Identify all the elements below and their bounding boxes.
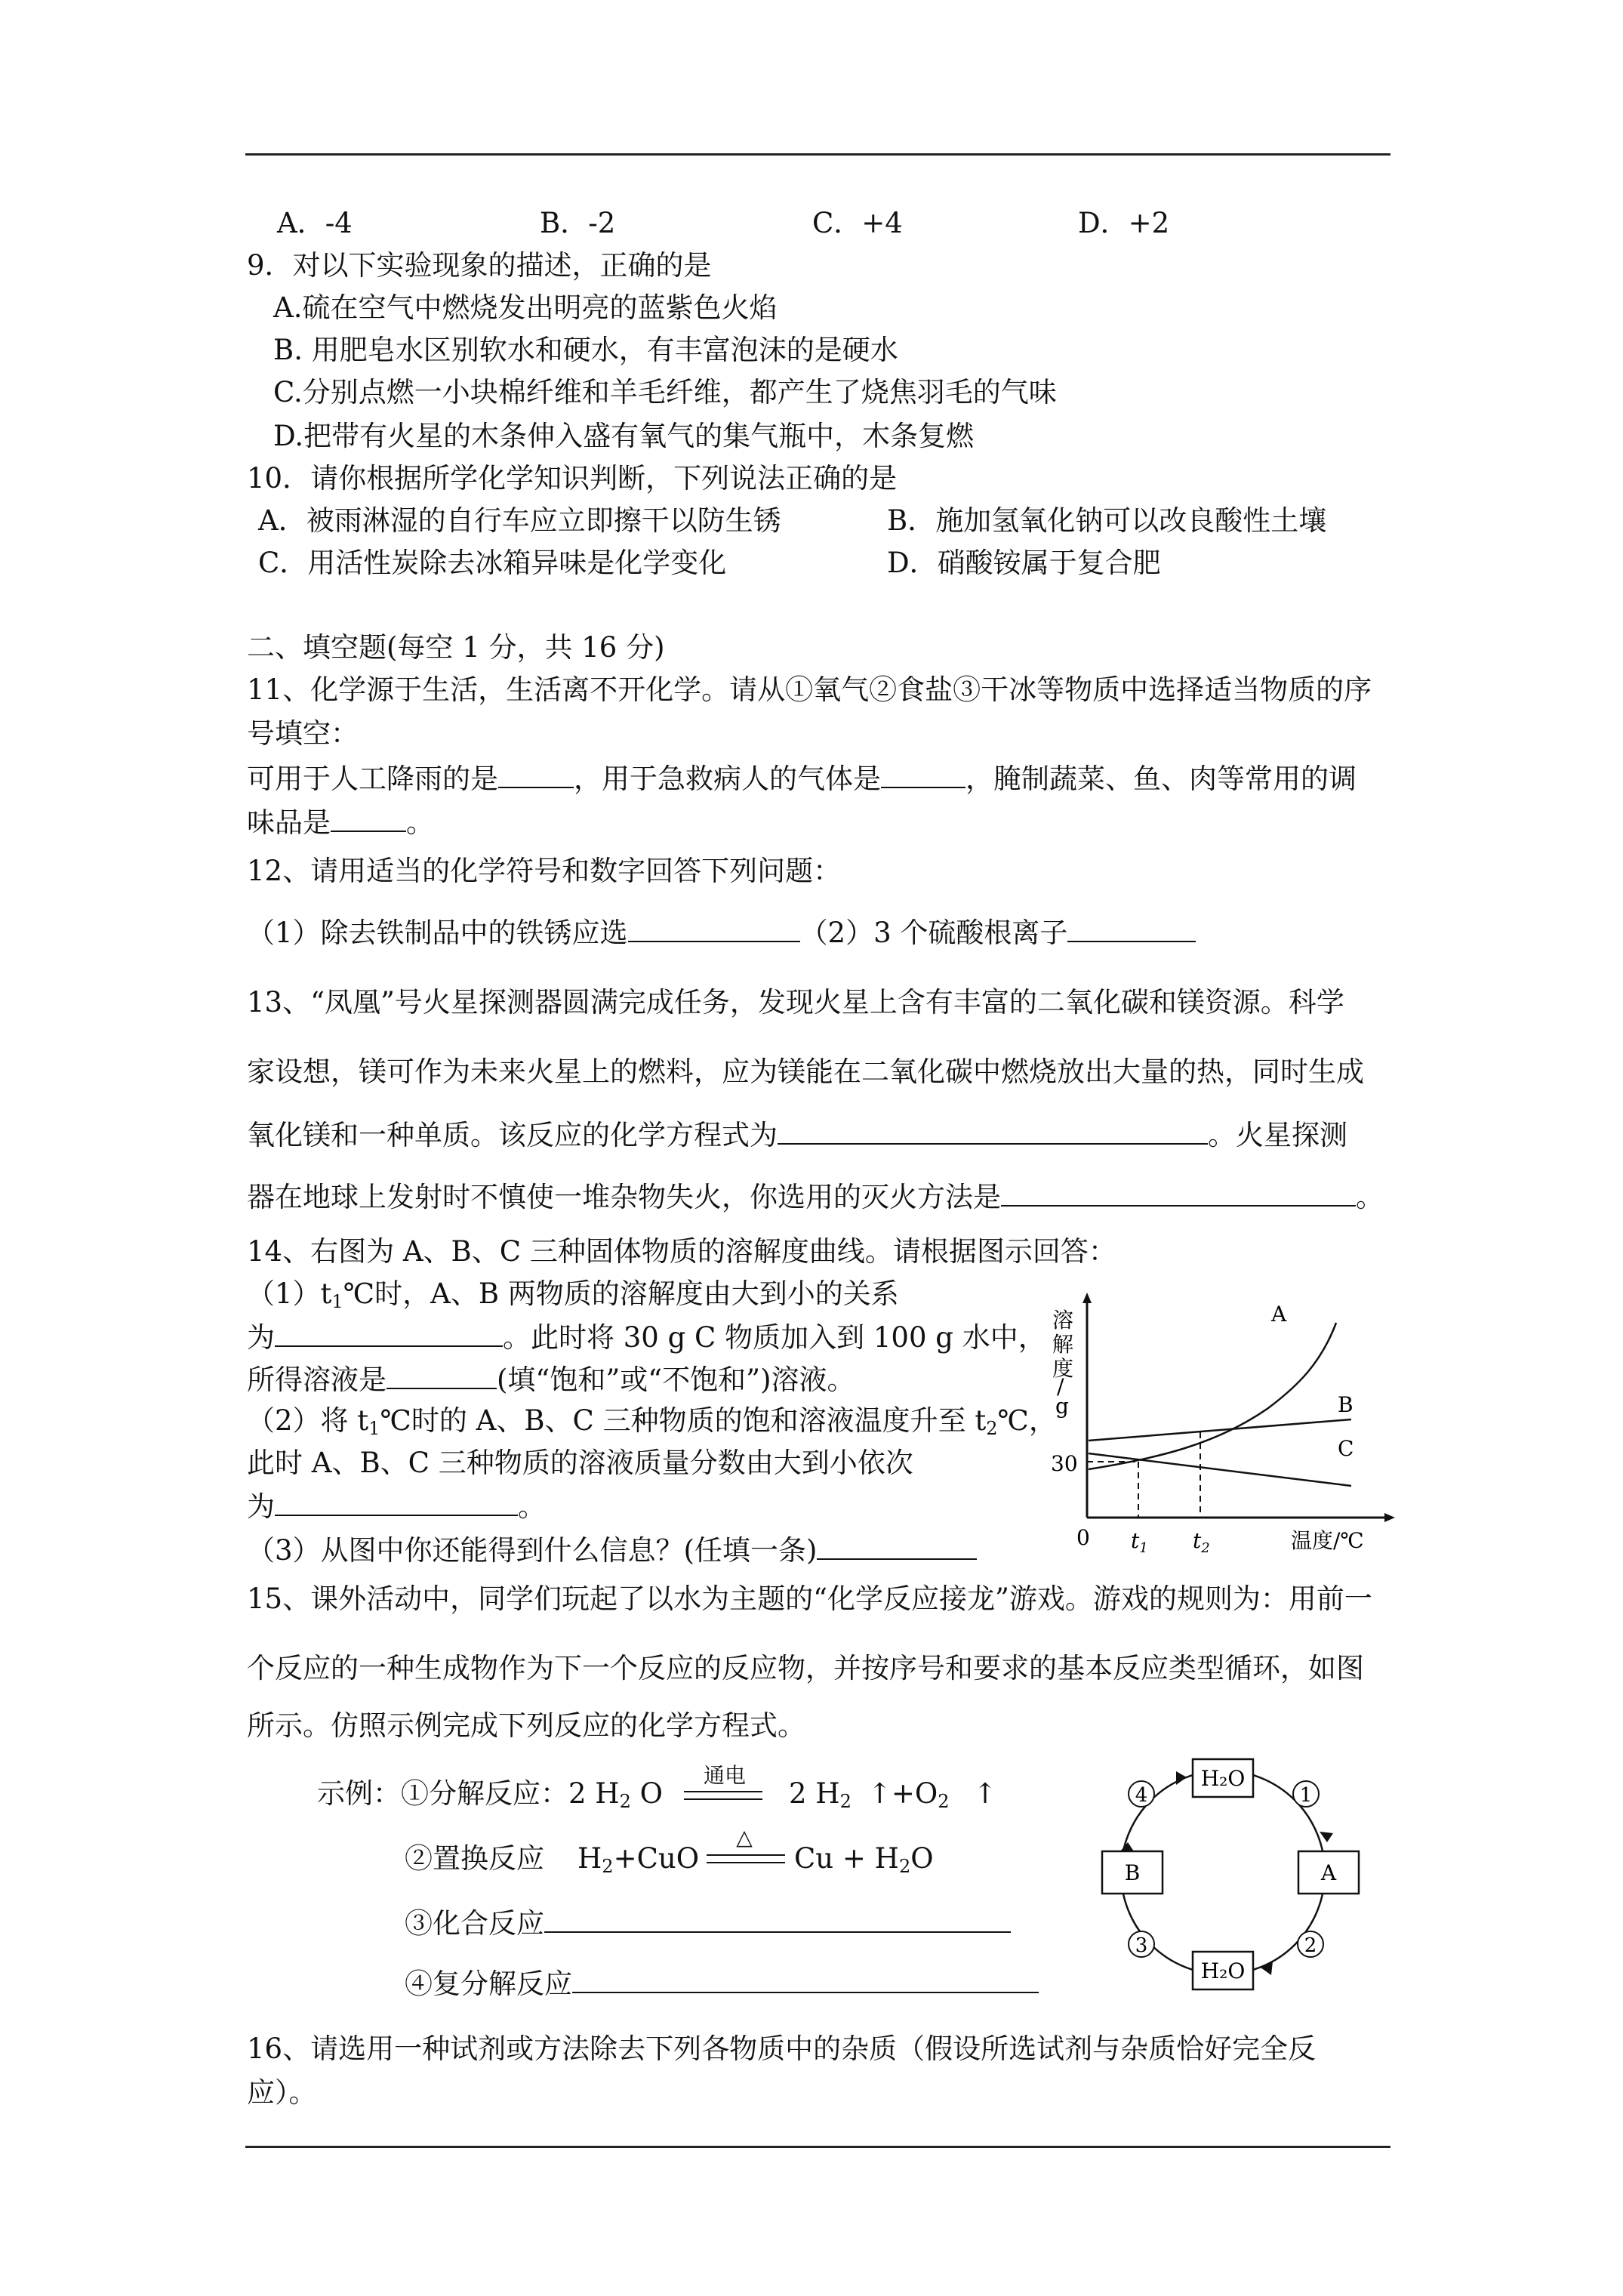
q11-text: 可用于人工降雨的是 <box>247 763 498 795</box>
solubility-graph <box>1042 1284 1419 1563</box>
q14-text: ℃时，A、B 两物质的溶解度由大到小的关系 <box>343 1277 899 1310</box>
y-axis-label-4: / <box>1057 1374 1064 1399</box>
q13-line4 <box>247 1179 1384 1214</box>
q11-line4 <box>247 805 434 840</box>
q15-line2: 个反应的一种生成物作为下一个反应的反应物，并按序号和要求的基本反应类型循环，如图 <box>247 1652 1364 1684</box>
t2-text: t <box>1193 1528 1202 1553</box>
curve-a <box>1089 1323 1336 1469</box>
t1-text: t <box>1131 1528 1140 1553</box>
q9-stem: 9．对以下实验现象的描述，正确的是 <box>247 249 712 282</box>
q10-stem: 10．请你根据所学化学知识判断，下列说法正确的是 <box>247 462 898 495</box>
q14-p1-line3 <box>247 1362 855 1397</box>
q15-r2-right <box>794 1842 934 1875</box>
q13-text: 。火星探测 <box>1208 1119 1347 1151</box>
q14-stem: 14、右图为 A、B、C 三种固体物质的溶解度曲线。请根据图示回答： <box>247 1235 1116 1268</box>
curve-b <box>1089 1419 1351 1441</box>
step-3-label: 3 <box>1135 1934 1148 1957</box>
subscript: 1 <box>368 1418 380 1439</box>
answer-blank[interactable] <box>1001 1179 1356 1207</box>
curve-c-label: C <box>1338 1436 1354 1461</box>
q8-option-b: B．-2 <box>540 207 616 239</box>
section-title: 二、填空题(每空 1 分，共 16 分) <box>247 631 665 664</box>
q11-text: 。 <box>406 806 434 839</box>
q15-r3 <box>405 1906 1011 1940</box>
q10-option-b: B．施加氢氧化钠可以改良酸性土壤 <box>887 504 1327 537</box>
subscript: 2 <box>938 1791 950 1812</box>
r2-text: O <box>910 1842 934 1875</box>
q15-line1: 15、课外活动中，同学们玩起了以水为主题的“化学反应接龙”游戏。游戏的规则为：用前一 <box>247 1583 1372 1615</box>
q15-r2-label: ②置换反应 <box>405 1842 544 1875</box>
answer-blank[interactable] <box>881 761 965 788</box>
q14-text: 为 <box>247 1490 275 1523</box>
q9-option-a: A.硫在空气中燃烧发出明亮的蓝紫色火焰 <box>273 291 778 324</box>
q15-example <box>317 1777 663 1811</box>
answer-blank[interactable] <box>572 1966 1039 1993</box>
q14-text: ℃时的 A、B、C 三种物质的饱和溶液温度升至 t <box>380 1404 987 1437</box>
curve-b-label: B <box>1338 1392 1354 1417</box>
q14-p1-line2 <box>247 1320 1046 1354</box>
subscript: 2 <box>839 1791 852 1812</box>
q12-stem: 12、请用适当的化学符号和数字回答下列问题： <box>247 855 842 887</box>
q15-line3: 所示。仿照示例完成下列反应的化学方程式。 <box>247 1709 805 1742</box>
q14-p3 <box>247 1533 977 1567</box>
tick-t2 <box>1193 1528 1210 1556</box>
q14-text: 所得溶液是 <box>247 1364 387 1396</box>
q14-p2-line1 <box>247 1404 1057 1438</box>
q8-option-c: C．+4 <box>812 207 903 239</box>
answer-blank[interactable] <box>331 805 406 832</box>
q12-part1: （1）除去铁制品中的铁锈应选 <box>247 917 628 949</box>
q15-r2-left <box>577 1842 699 1875</box>
q13-text: 。 <box>1356 1181 1384 1213</box>
arrow-head <box>1320 1832 1333 1842</box>
q10-option-d: D．硝酸铵属于复合肥 <box>887 547 1161 579</box>
answer-blank[interactable] <box>1067 915 1196 942</box>
arrow-head <box>1176 1771 1187 1785</box>
q14-text: (填“饱和”或“不饱和”)溶液。 <box>497 1364 855 1396</box>
example-text: 示例：①分解反应：2 H <box>317 1777 620 1810</box>
q14-text: ℃， <box>997 1404 1057 1437</box>
q11-line3 <box>247 761 1357 796</box>
q16-line2: 应）。 <box>247 2076 317 2109</box>
q13-text: 器在地球上发射时不慎使一堆杂物失火，你选用的灭火方法是 <box>247 1181 1001 1213</box>
q9-option-b: B. 用肥皂水区别软水和硬水，有丰富泡沫的是硬水 <box>273 334 898 366</box>
subscript: 2 <box>898 1856 911 1877</box>
reaction-cycle-diagram <box>1087 1729 1389 2001</box>
q14-p1-line1 <box>247 1277 899 1311</box>
r2-text: Cu + H <box>794 1842 899 1875</box>
q13-line1: 13、“凤凰”号火星探测器圆满完成任务，发现火星上含有丰富的二氧化碳和镁资源。科学 <box>247 986 1344 1019</box>
y-axis-label-2: 解 <box>1052 1332 1074 1357</box>
example-text: ↑ <box>973 1777 997 1810</box>
q9-option-c: C.分别点燃一小块棉纤维和羊毛纤维，都产生了烧焦羽毛的气味 <box>273 376 1057 408</box>
r4-label: ④复分解反应 <box>405 1968 572 2000</box>
q10-option-a: A．被雨淋湿的自行车应立即擦干以防生锈 <box>258 504 781 537</box>
answer-blank[interactable] <box>275 1489 518 1516</box>
answer-blank[interactable] <box>778 1117 1208 1145</box>
equals-sign <box>684 1791 762 1800</box>
answer-blank[interactable] <box>387 1362 497 1389</box>
subscript: 1 <box>331 1291 343 1312</box>
box-bottom-label: H₂O <box>1200 1959 1246 1983</box>
q16-line1: 16、请选用一种试剂或方法除去下列各物质中的杂质（假设所选试剂与杂质恰好完全反 <box>247 2032 1317 2065</box>
example-condition <box>687 1765 762 1786</box>
curve-a-label: A <box>1271 1302 1287 1327</box>
q14-text: （3）从图中你还能得到什么信息？(任填一条) <box>247 1534 818 1567</box>
tick-30: 30 <box>1051 1451 1078 1476</box>
q14-text: 。此时将 30 g C 物质加入到 100 g 水中， <box>503 1321 1046 1354</box>
r3-label: ③化合反应 <box>405 1907 544 1940</box>
q11-line1: 11、化学源于生活，生活离不开化学。请从①氧气②食盐③干冰等物质中选择适当物质的序 <box>247 673 1372 706</box>
subscript: 2 <box>602 1856 614 1877</box>
box-right-label: A <box>1320 1860 1337 1885</box>
example-text: O <box>630 1777 663 1810</box>
q13-line2: 家设想，镁可作为未来火星上的燃料，应为镁能在二氧化碳中燃烧放出大量的热，同时生成 <box>247 1056 1364 1088</box>
q12-part2: （2）3 个硫酸根离子 <box>799 917 1068 949</box>
q8-option-a: A．-4 <box>277 207 353 239</box>
example-text: 2 H <box>789 1777 840 1810</box>
condition-text: 通电 <box>703 1763 746 1788</box>
q14-text: （1）t <box>247 1277 332 1310</box>
curve-c <box>1089 1453 1351 1486</box>
q11-text: 味品是 <box>247 806 331 839</box>
condition-text: △ <box>736 1825 753 1850</box>
header-rule <box>245 153 1390 156</box>
answer-blank[interactable] <box>628 915 800 942</box>
q15-r4 <box>405 1966 1039 2001</box>
step-2-label: 2 <box>1304 1934 1317 1957</box>
q14-text: （2）将 t <box>247 1404 369 1437</box>
r2-condition <box>707 1827 782 1848</box>
q13-line3 <box>247 1117 1347 1152</box>
q14-p2-line3 <box>247 1489 546 1524</box>
y-axis-label-5: g <box>1055 1394 1069 1419</box>
q8-option-d: D．+2 <box>1078 207 1170 239</box>
answer-blank[interactable] <box>275 1320 503 1347</box>
q15-example-products <box>789 1777 997 1811</box>
q14-p2-line2: 此时 A、B、C 三种物质的溶液质量分数由大到小依次 <box>247 1447 913 1479</box>
step-4-label: 4 <box>1135 1784 1148 1807</box>
r2-text: +CuO <box>613 1842 700 1875</box>
y-axis-arrow <box>1083 1293 1092 1303</box>
t1-sub: 1 <box>1139 1540 1148 1556</box>
t2-sub: 2 <box>1201 1540 1210 1556</box>
q13-text: 氧化镁和一种单质。该反应的化学方程式为 <box>247 1119 778 1151</box>
q11-line2: 号填空： <box>247 717 359 750</box>
q9-option-d: D.把带有火星的木条伸入盛有氧气的集气瓶中，木条复燃 <box>273 420 975 452</box>
q14-text: 。 <box>518 1490 546 1523</box>
answer-blank[interactable] <box>498 761 574 788</box>
x-axis-arrow <box>1384 1513 1395 1522</box>
origin-label: 0 <box>1076 1525 1090 1550</box>
footer-rule <box>245 2146 1390 2148</box>
arrow-head <box>1120 1842 1134 1851</box>
x-axis-label: 温度/℃ <box>1291 1528 1364 1553</box>
y-axis-label-3: 度 <box>1052 1356 1074 1381</box>
tick-t1 <box>1131 1528 1148 1556</box>
y-axis-label-1: 溶 <box>1052 1308 1074 1333</box>
example-text: ↑+O <box>867 1777 938 1810</box>
box-left-label: B <box>1124 1860 1141 1885</box>
answer-blank[interactable] <box>817 1533 977 1560</box>
box-top-label: H₂O <box>1200 1766 1246 1791</box>
q11-text: ，腌制蔬菜、鱼、肉等常用的调 <box>965 763 1357 795</box>
r2-text: H <box>577 1842 602 1875</box>
q10-option-c: C．用活性炭除去冰箱异味是化学变化 <box>258 547 727 579</box>
step-1-label: 1 <box>1299 1784 1313 1807</box>
answer-blank[interactable] <box>544 1906 1011 1933</box>
equals-sign <box>707 1854 785 1863</box>
subscript: 2 <box>986 1418 998 1439</box>
subscript: 2 <box>619 1791 631 1812</box>
q12-parts <box>247 915 1196 950</box>
q14-text: 为 <box>247 1321 275 1354</box>
q11-text: ，用于急救病人的气体是 <box>574 763 881 795</box>
